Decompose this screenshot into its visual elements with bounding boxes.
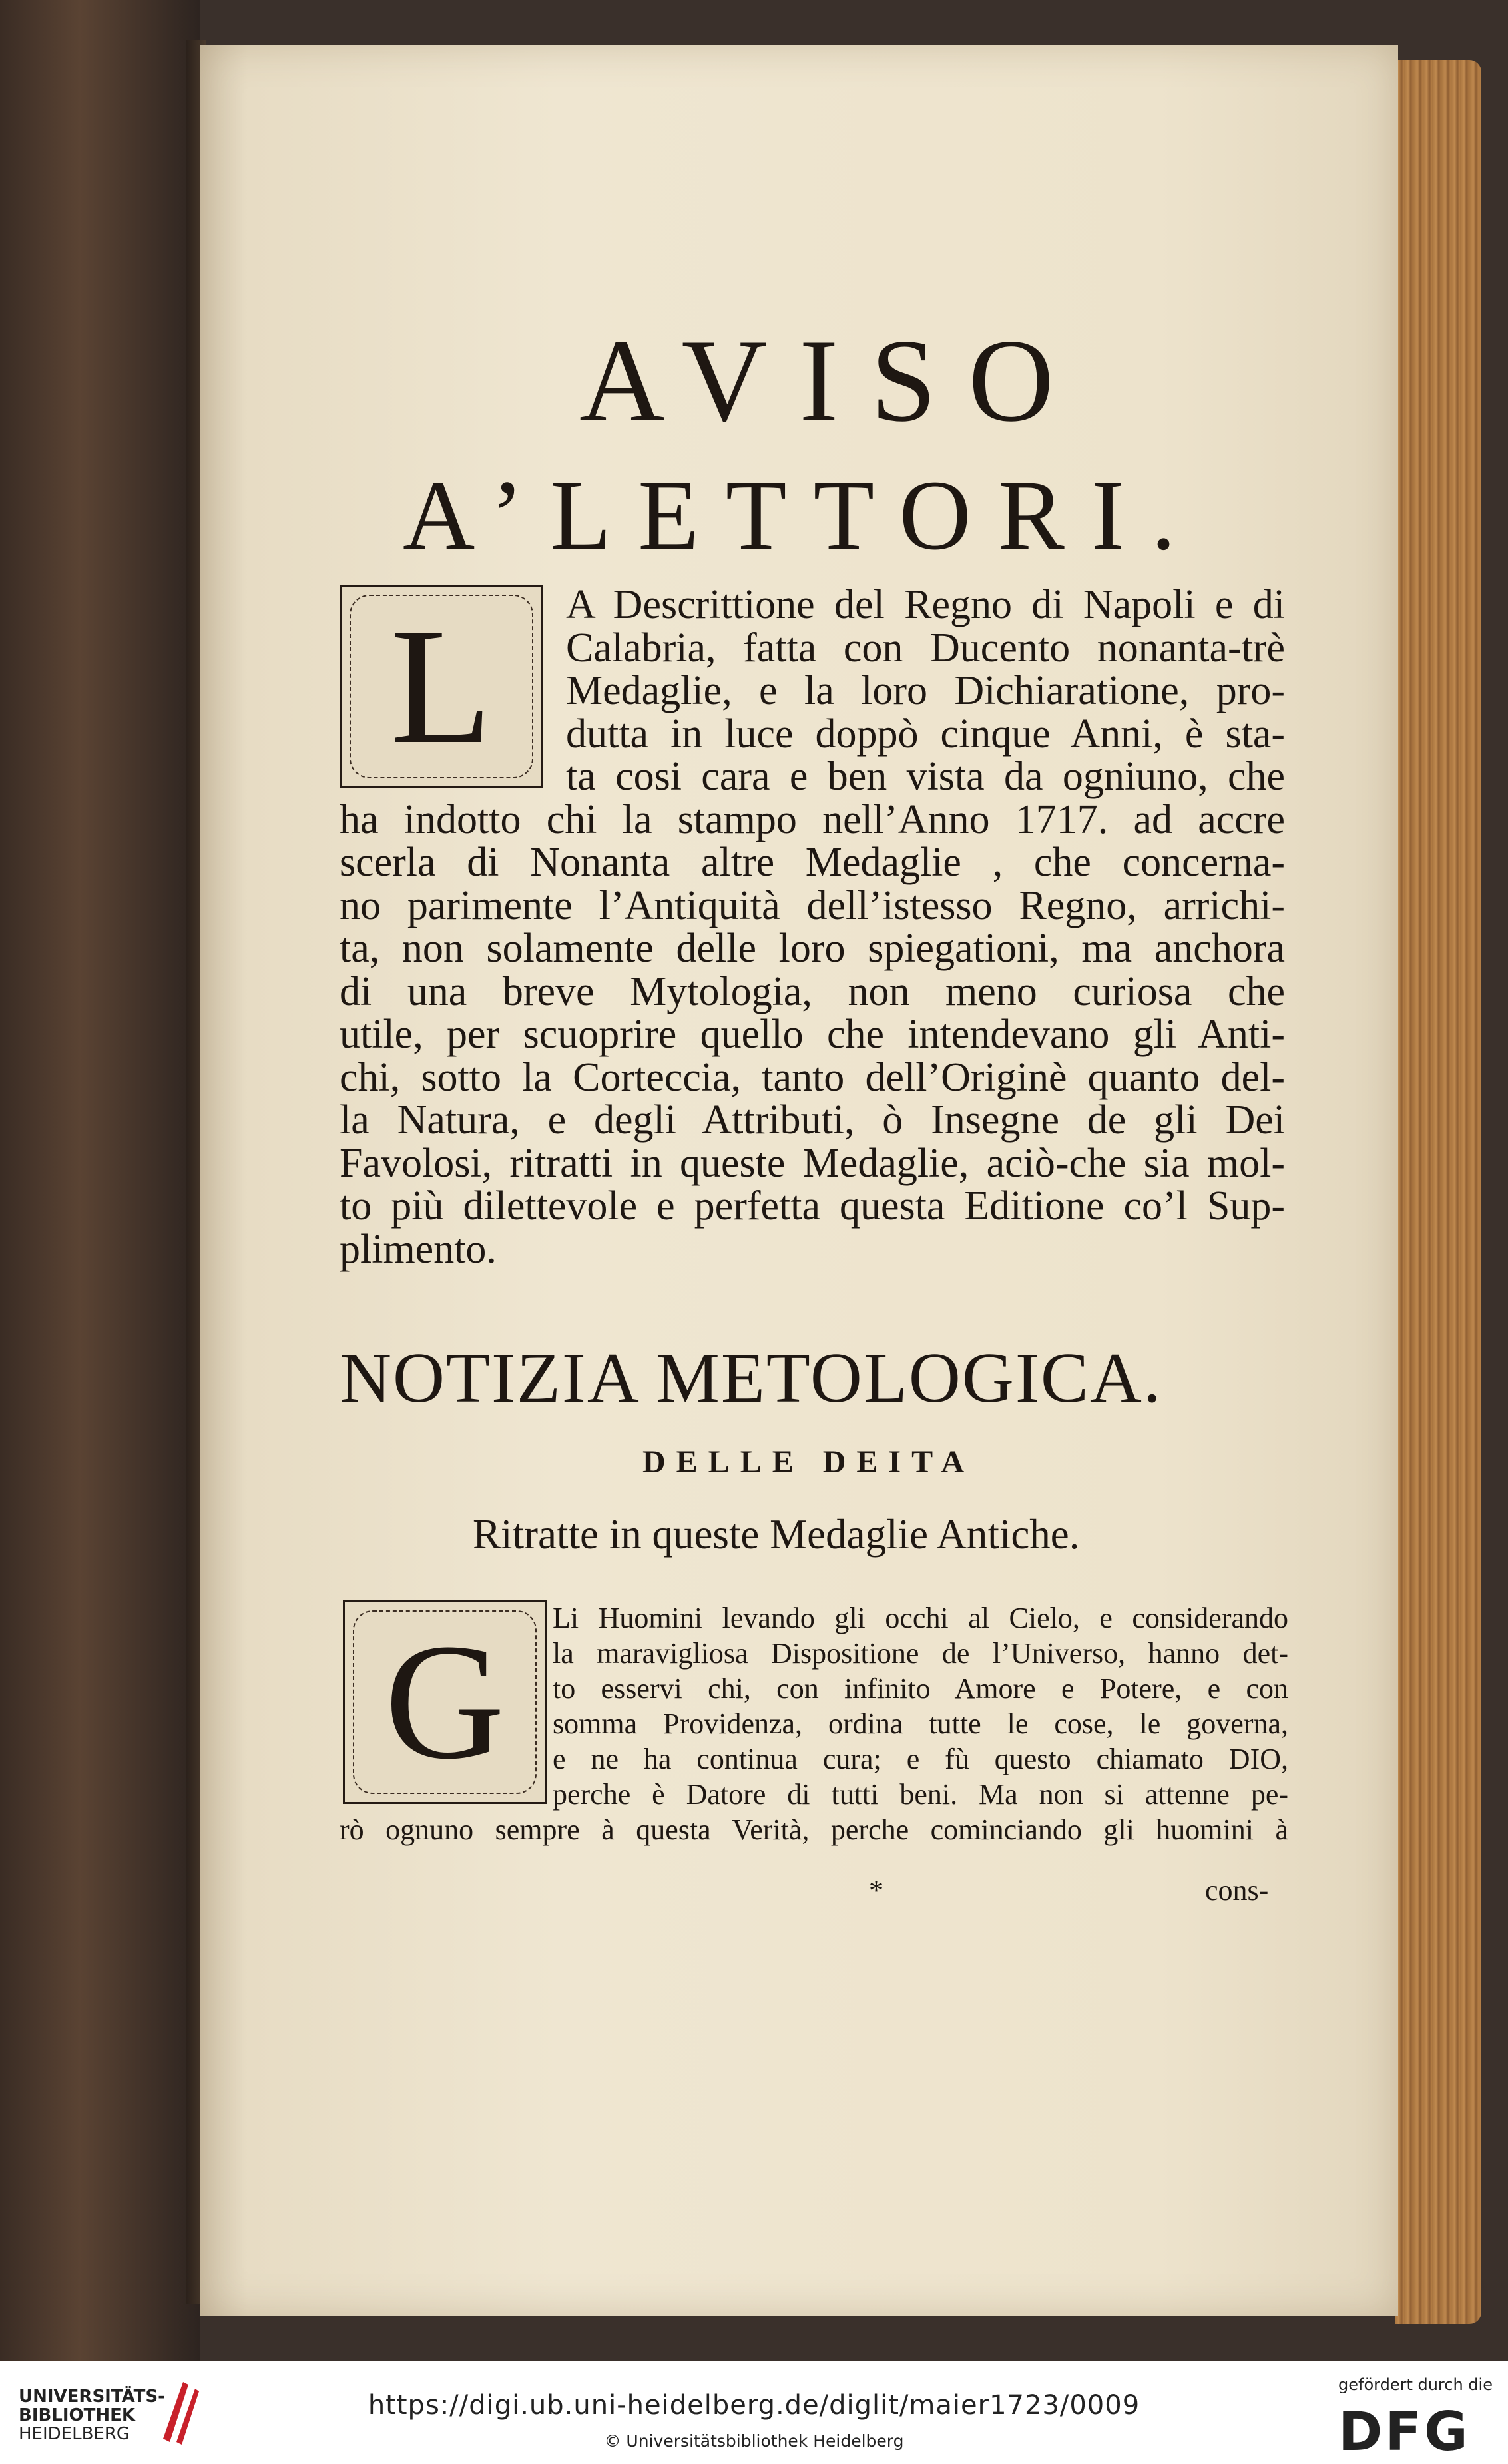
initial-letter: L <box>390 594 493 778</box>
signature-mark: * <box>869 1874 883 1907</box>
title-aviso: AVISO <box>579 314 1086 446</box>
section-subheading: DELLE DEITA <box>642 1444 975 1480</box>
text-line: e ne ha continua cura; e fù questo chiamato DIO, <box>553 1743 1288 1775</box>
text-line: no parimente l’Antiquità dell’istesso Regno, arrichi- <box>340 882 1285 928</box>
text-line: scerla di Nonanta altre Medaglie , che concerna- <box>340 840 1285 885</box>
text-line: chi, sotto la Corteccia, tanto dell’Originè quanto del- <box>340 1054 1285 1100</box>
page-paper <box>200 45 1398 2316</box>
text-line: Calabria, fatta con Ducento nonanta-trè <box>566 625 1285 671</box>
text-line: to più dilettevole e perfetta questa Editione co’l Sup- <box>340 1183 1285 1229</box>
text-line: Favolosi, ritratti in queste Medaglie, aciò-che sia mol- <box>340 1140 1285 1186</box>
text-line: Medaglie, e la loro Dichiaratione, pro- <box>566 668 1285 713</box>
text-line: la maravigliosa Dispositione de l’Universo, hanno det- <box>553 1637 1288 1670</box>
text-line: Li Huomini levando gli occhi al Cielo, e considerando <box>553 1602 1288 1634</box>
section-heading: NOTIZIA METOLOGICA. <box>340 1339 1162 1418</box>
library-name-line: UNIVERSITÄTS- <box>19 2387 165 2407</box>
page-edges <box>1395 60 1481 2324</box>
dfg-logo[interactable]: DFG <box>1338 2401 1471 2463</box>
book-spine <box>0 0 200 2361</box>
text-line: perche è Datore di tutti beni. Ma non si attenne pe- <box>553 1778 1288 1811</box>
text-line: ta cosi cara e ben vista da ogniuno, che <box>566 754 1285 799</box>
catchword: cons- <box>1205 1874 1269 1907</box>
paragraph-avviso <box>340 583 1285 1271</box>
library-name-line: HEIDELBERG <box>19 2424 130 2444</box>
library-name-line: BIBLIOTHEK <box>19 2405 136 2425</box>
paragraph-notizia <box>340 1600 1288 1847</box>
text-line: utile, per scuoprire quello che intendevano gli Anti- <box>340 1012 1285 1057</box>
text-line: di una breve Mytologia, non meno curiosa che <box>340 968 1285 1014</box>
text-line: rò ognuno sempre à questa Verità, perche cominciando gli huomini à <box>340 1813 1288 1846</box>
viewer-footer <box>0 2361 1508 2464</box>
text-line: ta, non solamente delle loro spiegationi, ma anchora <box>340 926 1285 971</box>
text-line: A Descrittione del Regno di Napoli e di <box>566 582 1285 627</box>
funding-label: gefördert durch die <box>1338 2375 1493 2394</box>
text-line: la Natura, e degli Attributi, ò Insegne de gli Dei <box>340 1097 1285 1143</box>
section-subtitle: Ritratte in queste Medaglie Antiche. <box>473 1511 1080 1558</box>
text-line: ha indotto chi la stampo nell’Anno 1717. ad accre <box>340 796 1285 842</box>
text-line: dutta in luce doppò cinque Anni, è sta- <box>566 711 1285 757</box>
title-lettori: A’LETTORI. <box>403 460 1203 571</box>
text-line: somma Providenza, ordina tutte le cose, le governa, <box>553 1707 1288 1740</box>
permalink-url[interactable]: https://digi.ub.uni-heidelberg.de/diglit/maier1723/0009 <box>368 2390 1140 2421</box>
text-line: to esservi chi, con infinito Amore e Potere, e con <box>553 1672 1288 1705</box>
initial-letter: G <box>384 1610 505 1794</box>
copyright-notice: © Universitätsbibliothek Heidelberg <box>604 2431 904 2451</box>
text-line: plimento. <box>340 1226 497 1272</box>
